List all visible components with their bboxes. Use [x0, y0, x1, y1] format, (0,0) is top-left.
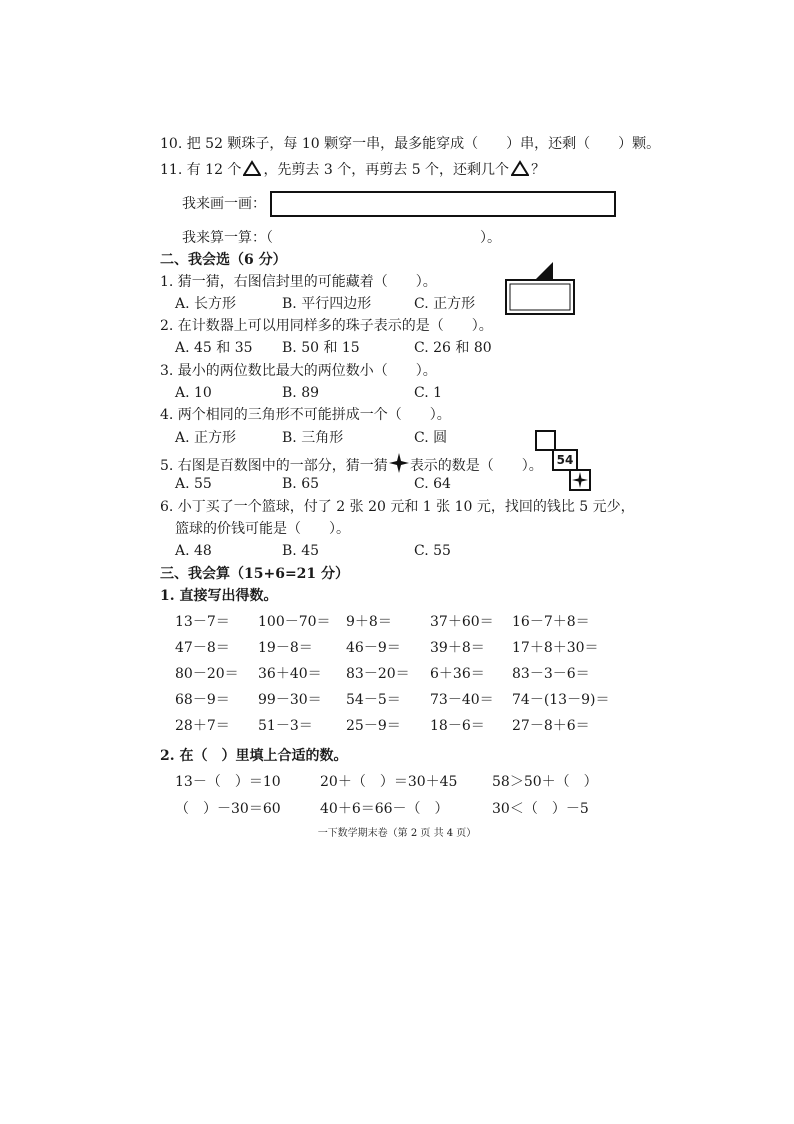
- fill-in-expression: 58＞50＋（ ）: [492, 774, 598, 790]
- fill-in-expression: 40＋6＝66－（ ）: [320, 801, 449, 817]
- calc-expression: 73－40＝: [430, 692, 494, 708]
- section-3-heading: 三、我会算（15+6=21 分）: [160, 566, 350, 582]
- calc-expression: 54－5＝: [346, 692, 401, 708]
- hundreds-chart-number-cell: 54: [552, 449, 578, 471]
- calc-expression: 6＋36＝: [430, 666, 485, 682]
- question-11-part-c: ？: [531, 162, 546, 178]
- section-2-heading: 二、我会选（6 分）: [160, 252, 287, 268]
- hundreds-chart-empty-cell: [535, 430, 556, 451]
- choice-5-option-c[interactable]: C. 64: [414, 476, 451, 492]
- envelope-figure: [505, 258, 577, 318]
- choice-question-5-part-b: 表示的数是（ ）。: [409, 458, 543, 474]
- calc-expression: 46－9＝: [346, 640, 401, 656]
- choice-1-option-c[interactable]: C. 正方形: [414, 296, 476, 312]
- calc-label: 我来算一算：（: [182, 230, 273, 246]
- choice-question-3: 3. 最小的两位数比最大的两位数小（ ）。: [160, 363, 437, 379]
- calc-expression: 100－70＝: [258, 614, 331, 630]
- fill-in-expression: 20＋（ ）＝30＋45: [320, 774, 458, 790]
- choice-6-option-b[interactable]: B. 45: [282, 543, 320, 559]
- choice-question-6-line-2: 篮球的价钱可能是（ ）。: [175, 521, 350, 537]
- calc-expression: 83－3－6＝: [512, 666, 590, 682]
- calc-part-2-title: 2. 在（ ）里填上合适的数。: [160, 748, 348, 764]
- draw-label: 我来画一画：: [182, 196, 266, 212]
- star-icon: [388, 452, 410, 474]
- choice-4-option-c[interactable]: C. 圆: [414, 430, 448, 446]
- triangle-icon: [243, 160, 261, 176]
- choice-5-option-b[interactable]: B. 65: [282, 476, 320, 492]
- choice-4-option-a[interactable]: A. 正方形: [175, 430, 237, 446]
- question-11-part-b: ，先剪去 3 个，再剪去 5 个，还剩几个: [263, 162, 510, 178]
- calc-expression: 27－8＋6＝: [512, 718, 590, 734]
- choice-question-5-part-a: 5. 右图是百数图中的一部分，猜一猜: [160, 458, 388, 474]
- calc-expression: 16－7＋8＝: [512, 614, 590, 630]
- page-footer: 一下数学期末卷（第 2 页 共 4 页）: [317, 828, 477, 839]
- calc-expression: 99－30＝: [258, 692, 322, 708]
- calc-label-end: ）。: [480, 230, 501, 246]
- calc-expression: 28＋7＝: [175, 718, 230, 734]
- choice-6-option-c[interactable]: C. 55: [414, 543, 451, 559]
- choice-3-option-c[interactable]: C. 1: [414, 385, 443, 401]
- calc-expression: 47－8＝: [175, 640, 230, 656]
- calc-expression: 19－8＝: [258, 640, 313, 656]
- choice-5-option-a[interactable]: A. 55: [175, 476, 212, 492]
- calc-expression: 36＋40＝: [258, 666, 322, 682]
- hundreds-chart-star-cell: [569, 469, 591, 491]
- calc-expression: 74－(13－9)＝: [512, 692, 610, 708]
- question-10: 10. 把 52 颗珠子，每 10 颗穿一串，最多能穿成（ ）串，还剩（ ）颗。: [160, 136, 661, 152]
- calc-expression: 25－9＝: [346, 718, 401, 734]
- fill-in-expression: 30＜（ ）－5: [492, 801, 589, 817]
- calc-expression: 18－6＝: [430, 718, 485, 734]
- calc-expression: 68－9＝: [175, 692, 230, 708]
- fill-in-expression: 13－（ ）＝10: [175, 774, 281, 790]
- choice-question-5: [160, 452, 543, 476]
- choice-3-option-a[interactable]: A. 10: [175, 385, 212, 401]
- choice-6-option-a[interactable]: A. 48: [175, 543, 212, 559]
- choice-question-2: 2. 在计数器上可以用同样多的珠子表示的是（ ）。: [160, 318, 493, 334]
- star-icon: [571, 471, 589, 489]
- fill-in-expression: （ ）－30＝60: [175, 801, 281, 817]
- calc-expression: 39＋8＝: [430, 640, 485, 656]
- choice-4-option-b[interactable]: B. 三角形: [282, 430, 344, 446]
- calc-expression: 17＋8＋30＝: [512, 640, 599, 656]
- choice-2-option-a[interactable]: A. 45 和 35: [175, 340, 253, 356]
- question-11-part-a: 11. 有 12 个: [160, 162, 242, 178]
- choice-2-option-b[interactable]: B. 50 和 15: [282, 340, 360, 356]
- choice-1-option-a[interactable]: A. 长方形: [175, 296, 237, 312]
- calc-expression: 83－20＝: [346, 666, 410, 682]
- calc-part-1-title: 1. 直接写出得数。: [160, 588, 278, 604]
- calc-expression: 51－3＝: [258, 718, 313, 734]
- question-11: [160, 160, 545, 180]
- choice-3-option-b[interactable]: B. 89: [282, 385, 320, 401]
- choice-2-option-c[interactable]: C. 26 和 80: [414, 340, 492, 356]
- choice-question-4: 4. 两个相同的三角形不可能拼成一个（ ）。: [160, 407, 451, 423]
- choice-question-6: 6. 小丁买了一个篮球，付了 2 张 20 元和 1 张 10 元，找回的钱比 5 元少，: [160, 499, 635, 515]
- calc-expression: 13－7＝: [175, 614, 230, 630]
- drawing-box[interactable]: [270, 191, 616, 217]
- triangle-icon: [511, 160, 529, 176]
- choice-1-option-b[interactable]: B. 平行四边形: [282, 296, 372, 312]
- calc-expression: 9＋8＝: [346, 614, 392, 630]
- choice-question-1: 1. 猜一猜，右图信封里的可能藏着（ ）。: [160, 274, 437, 290]
- calc-expression: 37＋60＝: [430, 614, 494, 630]
- calc-expression: 80－20＝: [175, 666, 239, 682]
